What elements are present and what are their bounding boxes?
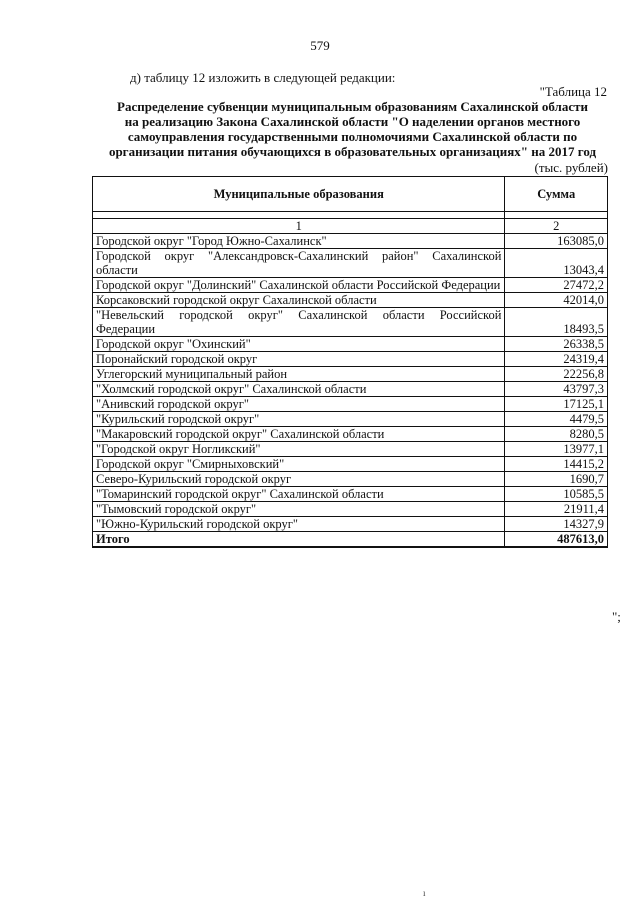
municipality-name: Городской округ "Александровск-Сахалинский район" Сахалинской области — [93, 249, 505, 278]
table-row — [93, 487, 608, 502]
subvention-amount: 17125,1 — [505, 397, 608, 412]
total-amount: 487613,0 — [505, 532, 608, 548]
municipality-name: Городской округ "Город Южно-Сахалинск" — [93, 234, 505, 249]
subvention-amount: 163085,0 — [505, 234, 608, 249]
municipality-name: Корсаковский городской округ Сахалинской области — [93, 293, 505, 308]
municipality-name: Поронайский городской округ — [93, 352, 505, 367]
subvention-amount: 18493,5 — [505, 308, 608, 337]
subvention-amount: 14327,9 — [505, 517, 608, 532]
table-row — [93, 412, 608, 427]
scan-mark: ı — [423, 888, 426, 898]
table-row — [93, 249, 608, 278]
table-row — [93, 367, 608, 382]
title-line: организации питания обучающихся в образовательных организациях" на 2017 год — [108, 144, 597, 159]
subvention-amount: 13043,4 — [505, 249, 608, 278]
municipality-name: "Анивский городской округ" — [93, 397, 505, 412]
municipality-name: "Томаринский городской округ" Сахалинской области — [93, 487, 505, 502]
subvention-amount: 22256,8 — [505, 367, 608, 382]
title-line: Распределение субвенции муниципальным образованиям Сахалинской области — [117, 99, 588, 114]
subvention-amount: 8280,5 — [505, 427, 608, 442]
subvention-amount: 26338,5 — [505, 337, 608, 352]
header-name: Муниципальные образования — [93, 177, 505, 212]
subvention-amount: 21911,4 — [505, 502, 608, 517]
table-row — [93, 472, 608, 487]
table-row — [93, 397, 608, 412]
table-label: "Таблица 12 — [539, 84, 607, 99]
title-line: на реализацию Закона Сахалинской области "О наделении органов местного — [124, 114, 581, 129]
table-row — [93, 293, 608, 308]
subvention-amount: 42014,0 — [505, 293, 608, 308]
subvention-amount: 13977,1 — [505, 442, 608, 457]
municipality-name: "Макаровский городской округ" Сахалинской области — [93, 427, 505, 442]
table-row — [93, 382, 608, 397]
table-row — [93, 308, 608, 337]
municipality-name: Северо-Курильский городской округ — [93, 472, 505, 487]
subvention-amount: 14415,2 — [505, 457, 608, 472]
subvention-amount: 24319,4 — [505, 352, 608, 367]
subvention-amount: 43797,3 — [505, 382, 608, 397]
header-amount: Сумма — [505, 177, 608, 212]
subvention-table — [92, 176, 608, 548]
subvention-amount: 10585,5 — [505, 487, 608, 502]
table-row — [93, 457, 608, 472]
table-row — [93, 278, 608, 293]
municipality-name: Городской округ "Долинский" Сахалинской области Российской Федерации — [93, 278, 505, 293]
column-number: 2 — [505, 219, 608, 234]
spacer-row — [93, 212, 608, 219]
closing-quote: "; — [612, 609, 621, 624]
subvention-amount: 27472,2 — [505, 278, 608, 293]
title-line: самоуправления государственными полномочиями Сахалинской области по — [127, 129, 578, 144]
column-number-row — [93, 219, 608, 234]
municipality-name: "Городской округ Ногликский" — [93, 442, 505, 457]
total-label: Итого — [93, 532, 505, 548]
column-number: 1 — [93, 219, 505, 234]
municipality-name: "Холмский городской округ" Сахалинской области — [93, 382, 505, 397]
municipality-name: Городской округ "Охинский" — [93, 337, 505, 352]
units-label: (тыс. рублей) — [534, 160, 608, 175]
table-row — [93, 517, 608, 532]
table-row — [93, 502, 608, 517]
table-row — [93, 234, 608, 249]
subvention-amount: 4479,5 — [505, 412, 608, 427]
header-row — [93, 177, 608, 212]
intro-text: д) таблицу 12 изложить в следующей редакции: — [130, 70, 396, 85]
municipality-name: "Тымовский городской округ" — [93, 502, 505, 517]
municipality-name: Углегорский муниципальный район — [93, 367, 505, 382]
municipality-name: "Южно-Курильский городской округ" — [93, 517, 505, 532]
table-row — [93, 352, 608, 367]
municipality-name: Городской округ "Смирныховский" — [93, 457, 505, 472]
table-row — [93, 337, 608, 352]
table-title — [95, 99, 610, 159]
municipality-name: "Невельский городской округ" Сахалинской области Российской Федерации — [93, 308, 505, 337]
municipality-name: "Курильский городской округ" — [93, 412, 505, 427]
table-row — [93, 442, 608, 457]
table-row — [93, 427, 608, 442]
subvention-amount: 1690,7 — [505, 472, 608, 487]
total-row — [93, 532, 608, 548]
page-number: 579 — [310, 38, 330, 53]
